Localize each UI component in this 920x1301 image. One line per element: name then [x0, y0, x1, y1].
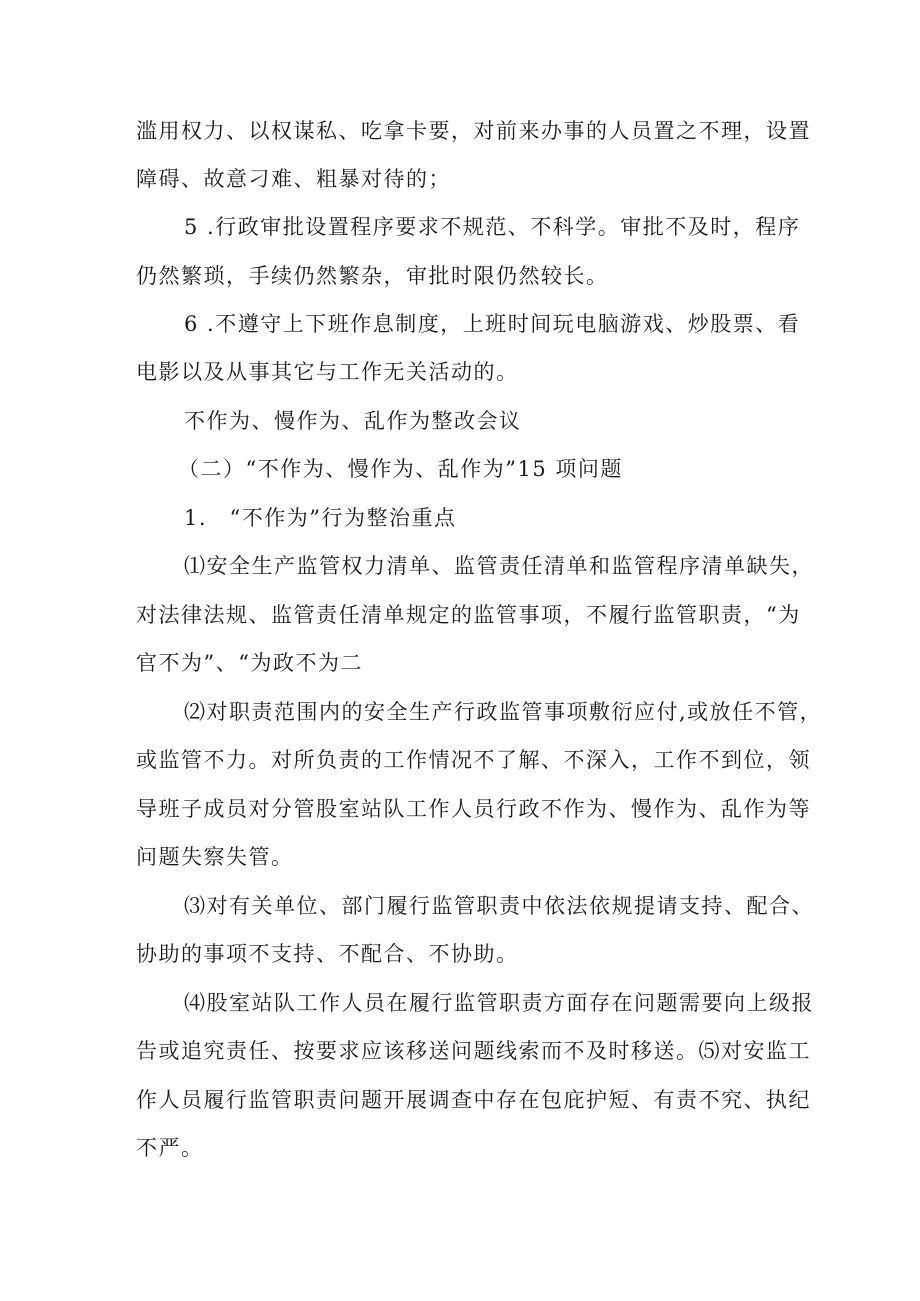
text-line: 作人员履行监管职责问题开展调查中存在包庇护短、有责不究、执纪 [136, 1088, 811, 1112]
text-line: 滥用权力、以权谋私、吃拿卡要，对前来办事的人员置之不理，设置 [136, 119, 811, 143]
subsection-heading: 1. “不作为”行为整治重点 [184, 506, 457, 530]
text-line: ⑴安全生产监管权力清单、监管责任清单和监管程序清单缺失， [184, 554, 814, 578]
text-line: 导班子成员对分管股室站队工作人员行政不作为、慢作为、乱作为等 [136, 797, 811, 821]
text-line: 对法律法规、监管责任清单规定的监管事项，不履行监管职责，“为 [136, 603, 801, 627]
text-line: 官不为”、“为政不为二 [136, 651, 363, 675]
text-line: ⑶对有关单位、部门履行监管职责中依法依规提请支持、配合、 [184, 894, 814, 918]
section-heading: 不作为、慢作为、乱作为整改会议 [184, 409, 522, 433]
text-line: ⑵对职责范围内的安全生产行政监管事项敷衍应付,或放任不管， [184, 700, 823, 724]
text-line: 协助的事项不支持、不配合、不协助。 [136, 942, 519, 966]
text-line: 障碍、故意刁难、粗暴对待的； [136, 167, 451, 191]
text-line: 问题失察失管。 [136, 845, 294, 869]
text-line: 不严。 [136, 1136, 204, 1160]
text-line: 仍然繁琐，手续仍然繁杂，审批时限仍然较长。 [136, 264, 609, 288]
text-line: ⑷股室站队工作人员在履行监管职责方面存在问题需要向上级报 [184, 991, 814, 1015]
text-line: 告或追究责任、按要求应该移送问题线索而不及时移送。⑸对安监工 [136, 1039, 811, 1063]
section-heading: （二）“不作为、慢作为、乱作为”15 项问题 [178, 457, 623, 481]
text-line: 6 .不遵守上下班作息制度，上班时间玩电脑游戏、炒股票、看 [184, 312, 801, 336]
text-line: 电影以及从事其它与工作无关活动的。 [136, 360, 519, 384]
text-line: 5 .行政审批设置程序要求不规范、不科学。审批不及时，程序 [184, 215, 801, 239]
text-line: 或监管不力。对所负责的工作情况不了解、不深入，工作不到位，领 [136, 748, 811, 772]
